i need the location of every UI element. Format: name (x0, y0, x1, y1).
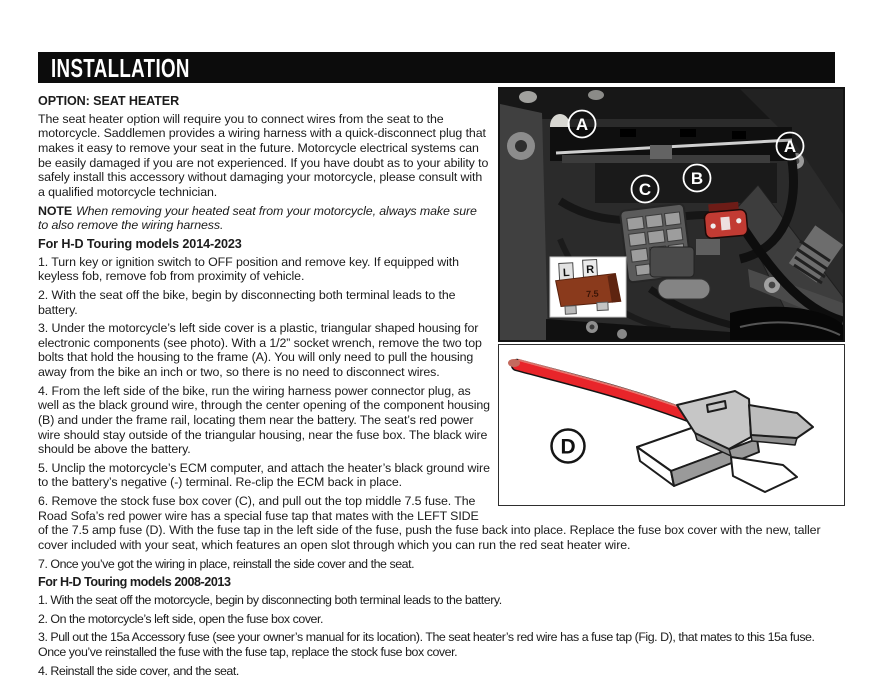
section-heading-2014-2023: For H-D Touring models 2014-2023 (38, 236, 242, 251)
callout-b (684, 165, 711, 192)
fuse-tap-diagram (498, 344, 845, 506)
callout-a-top-left (569, 111, 596, 138)
section-heading-2008-2013: For H-D Touring models 2008-2013 (38, 575, 231, 590)
step-item: 4. Reinstall the side cover, and the seat. (38, 663, 239, 678)
step-item: 2. On the motorcycle’s left side, open the fuse box cover. (38, 611, 323, 626)
step-item: 2. With the seat off the bike, begin by disconnecting both terminal leads to the battery. (38, 287, 456, 317)
bolt-lower-right-center (769, 282, 776, 289)
fuse-blade-right-label: R (585, 263, 595, 277)
fuse-rating-label: 7.5 (585, 288, 599, 300)
step-item: 1. Turn key or ignition switch to OFF position and remove key. If equipped with keyless fob, remove fob from proximity of vehicle. (38, 254, 459, 284)
figures-column (498, 87, 845, 506)
left-washer-hole (515, 140, 527, 152)
installation-header-bar (38, 52, 835, 83)
callout-d (552, 430, 585, 463)
svg-text:C: C (638, 180, 652, 199)
callout-c (632, 176, 659, 203)
step-item: 1. With the seat off the motorcycle, begin by disconnecting both terminal leads to the battery. (38, 593, 502, 608)
reflection-highlight2 (588, 90, 604, 100)
intro-paragraph: The seat heater option will require you to connect wires from the seat to the motorcycle. Saddlemen provides a wiring harness with a quick-disconnect plug that makes it easy to remove your seat in the future. Motorcycle electrical systems can be easily damaged if you are not experienced. If you have doubt as to your ability to safely install this accessory without damaging your motorcycle, please consult with a qualified motorcycle technician. (38, 111, 489, 199)
step-item: 5. Unclip the motorcycle’s ECM computer, and attach the heater’s black ground wire to the battery’s negative (-) terminal. Re-clip the ECM back in place. (38, 460, 490, 490)
option-heading: OPTION: SEAT HEATER (38, 94, 180, 108)
fuse-blade-left-label: L (562, 266, 570, 280)
bolt-bottom-2 (617, 329, 627, 339)
step-item: 4. From the left side of the bike, run the wiring harness power connector plug, as well as the black ground wire, through the center opening of the component housing (B) and under the frame rail, locating them near the battery. The seat’s red power wire should stay outside of the triangular housing, near the fuse box. The black wire should be above the battery. (38, 383, 490, 457)
component-housing-photo (498, 87, 845, 342)
callout-a-right (777, 133, 804, 160)
bolt-bottom-1-center (590, 325, 595, 330)
step-item: 6. Remove the stock fuse box cover (C), and pull out the top middle 7.5 fuse. The Road Sofa’s red power wire has a special fuse tap that mates with the LEFT SIDE of the 7.5 amp fuse (D). With the fuse tap in the left side of the fuse, push the fuse back into place. Replace the fuse box cover with the new, taller cover included with your seat, which features an open slot through which you can run the red seat heater wire. (38, 494, 821, 552)
fuse-inset (550, 257, 626, 317)
note-label: NOTE (38, 203, 73, 218)
step-item: 3. Under the motorcycle’s left side cover is a plastic, triangular shaped housing for electronic components (see photo). With a 1/2” socket wrench, remove the two top bolts that hold the housing to the frame (A). You will only need to pull the housing away from the bike an inch or two, so there is no need to disconnect wires. (38, 321, 482, 380)
motorcycle-photo-illustration (500, 89, 843, 340)
svg-text:A: A (783, 137, 797, 156)
fuse-tap-drawing (499, 345, 844, 505)
svg-text:D: D (560, 435, 576, 459)
reflection-highlight (519, 91, 537, 103)
svg-text:B: B (690, 169, 704, 188)
page-content (38, 94, 845, 678)
svg-text:A: A (575, 115, 589, 134)
step-item: 7. Once you’ve got the wiring in place, reinstall the side cover and the seat. (38, 556, 415, 571)
step-item: 3. Pull out the 15a Accessory fuse (see your owner’s manual for its location). The seat heater’s red wire has a fuse tap (Fig. D), that mates to this 15a fuse. Once you’ve reinstalled the fuse with the fuse tap, replace the stock fuse box cover. (38, 630, 815, 659)
note-text: When removing your heated seat from your motorcycle, always make sure to also remove the wiring harness. (38, 203, 477, 233)
page-title: INSTALLATION (51, 52, 190, 83)
